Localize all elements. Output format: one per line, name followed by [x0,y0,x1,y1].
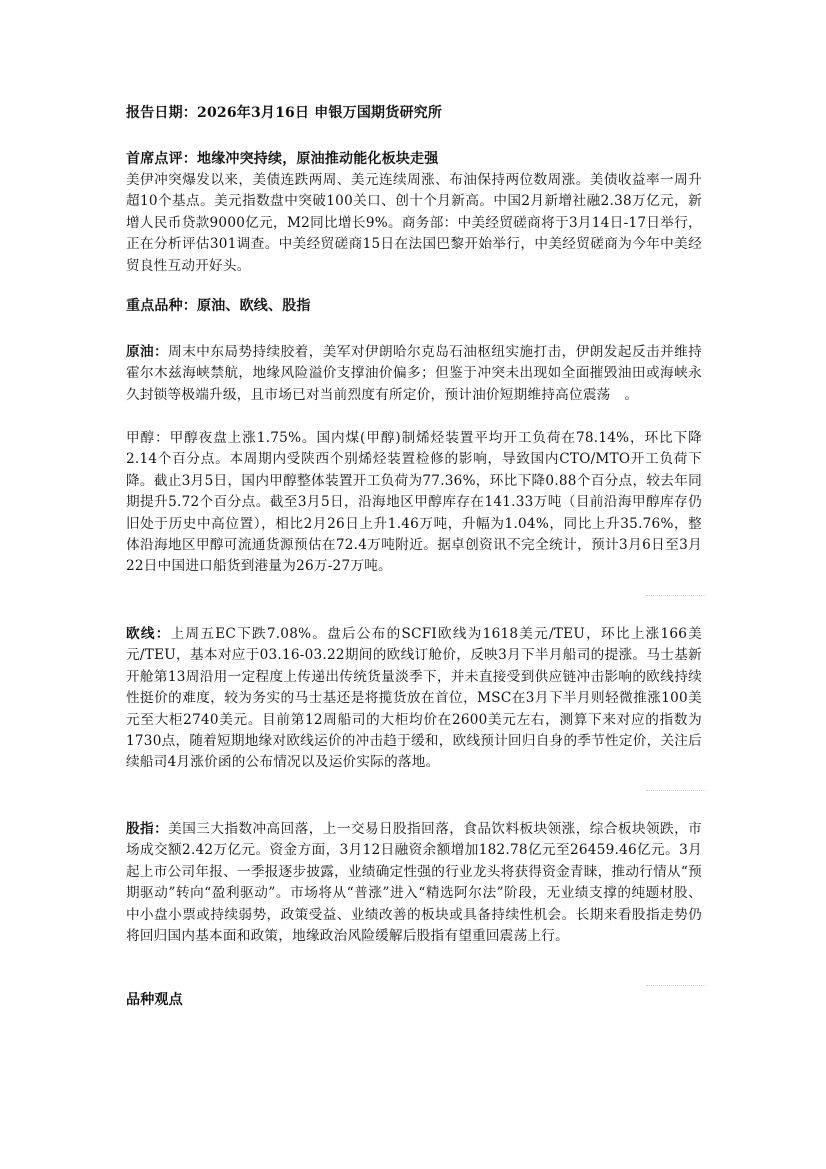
ec-label: 欧线： [126,626,171,642]
crude-oil-paragraph [126,342,702,406]
stock-index-body: 美国三大指数冲高回落，上一交易日股指回落，食品饮料板块领涨，综合板块领跌，市场成交额2.42万亿元。资金方面，3月12日融资余额增加182.78亿元至26459.46亿元。3月起上市公司年报、一季报逐步披露，业绩确定性强的行业龙头将获得资金青睐，推动行情从“预期驱动”转向“盈利驱动”。市场将从“普涨”进入“精选阿尔法”阶段，无业绩支撑的纯题材股、中小盘小票或持续弱势，政策受益、业绩改善的板块或具备持续性机会。长期来看股指走势仍将回归国内基本面和政策，地缘政治风险缓解后股指有望重回震荡上行。 [126,821,703,945]
ec-paragraph [126,624,702,774]
product-views-heading: 品种观点 [126,992,183,1008]
crude-oil-label: 原油： [126,344,169,360]
chief-comment-body: 美伊冲突爆发以来，美债连跌两周、美元连续周涨、布油保持两位数周涨。美债收益率一周升超10个基点。美元指数盘中突破100关口、创十个月新高。中国2月新增社融2.38万亿元，新增人民币贷款9000亿元，M2同比增长9%。商务部：中美经贸磋商将于3月14日-17日举行，正在分析评估301调查。中美经贸磋商15日在法国巴黎开始举行，中美经贸磋商为今年中美经贸良性互动开好头。 [126,172,702,274]
divider-dots-1 [646,595,706,596]
stock-index-paragraph [126,819,702,947]
divider-dots-2 [646,790,706,791]
methanol-paragraph: 甲醇：甲醇夜盘上涨1.75%。国内煤(甲醇)制烯烃装置平均开工负荷在78.14%，环比下降2.14个百分点。本周期内受陕西个别烯烃装置检修的影响，导致国内CTO/MTO开工负荷下降。截止3月5日，国内甲醇整体装置开工负荷为77.36%，环比下降0.88个百分点，较去年同期提升5.72个百分点。截至3月5日，沿海地区甲醇库存在141.33万吨（目前沿海甲醇库存仍旧处于历史中高位置），相比2月26日上升1.46万吨，升幅为1.04%，同比上升35.76%，整体沿海地区甲醇可流通货源预估在72.4万吨附近。据卓创资讯不完全统计，预计3月6日至3月22日中国进口船货到港量为26万-27万吨。 [126,430,702,575]
ec-body: 上周五EC下跌7.08%。盘后公布的SCFI欧线为1618美元/TEU，环比上涨166美元/TEU，基本对应于03.16-03.22期间的欧线订舱价，反映3月下半月船司的提涨。马士基新开舱第13周沿用一定程度上传递出传统货量淡季下，并未直接受到供应链冲击影响的欧线持续性挺价的难度，较为务实的马士基还是将揽货放在首位，MSC在3月下半月则轻微推涨100美元至大柜2740美元。目前第12周船司的大柜均价在2600美元左右，测算下来对应的指数为1730点，随着短期地缘对欧线运价的冲击趋于缓和，欧线预计回归自身的季节性定价，关注后续船司4月涨价函的公布情况以及运价实际的落地。 [126,626,703,771]
key-products-heading: 重点品种：原油、欧线、股指 [126,298,311,314]
chief-comment-heading: 首席点评：地缘冲突持续，原油推动能化板块走强 [126,151,439,167]
stock-index-label: 股指： [126,821,169,837]
crude-oil-body: 周末中东局势持续胶着，美军对伊朗哈尔克岛石油枢纽实施打击，伊朗发起反击并维持霍尔木兹海峡禁航，地缘风险溢价支撑油价偏多；但鉴于冲突未出现如全面摧毁油田或海峡永久封锁等极端升级，且市场已对当前烈度有所定价，预计油价短期维持高位震荡 。 [126,344,703,403]
divider-dots-3 [646,985,706,986]
report-date-line: 报告日期：2026年3月16日 申银万国期货研究所 [126,105,443,121]
